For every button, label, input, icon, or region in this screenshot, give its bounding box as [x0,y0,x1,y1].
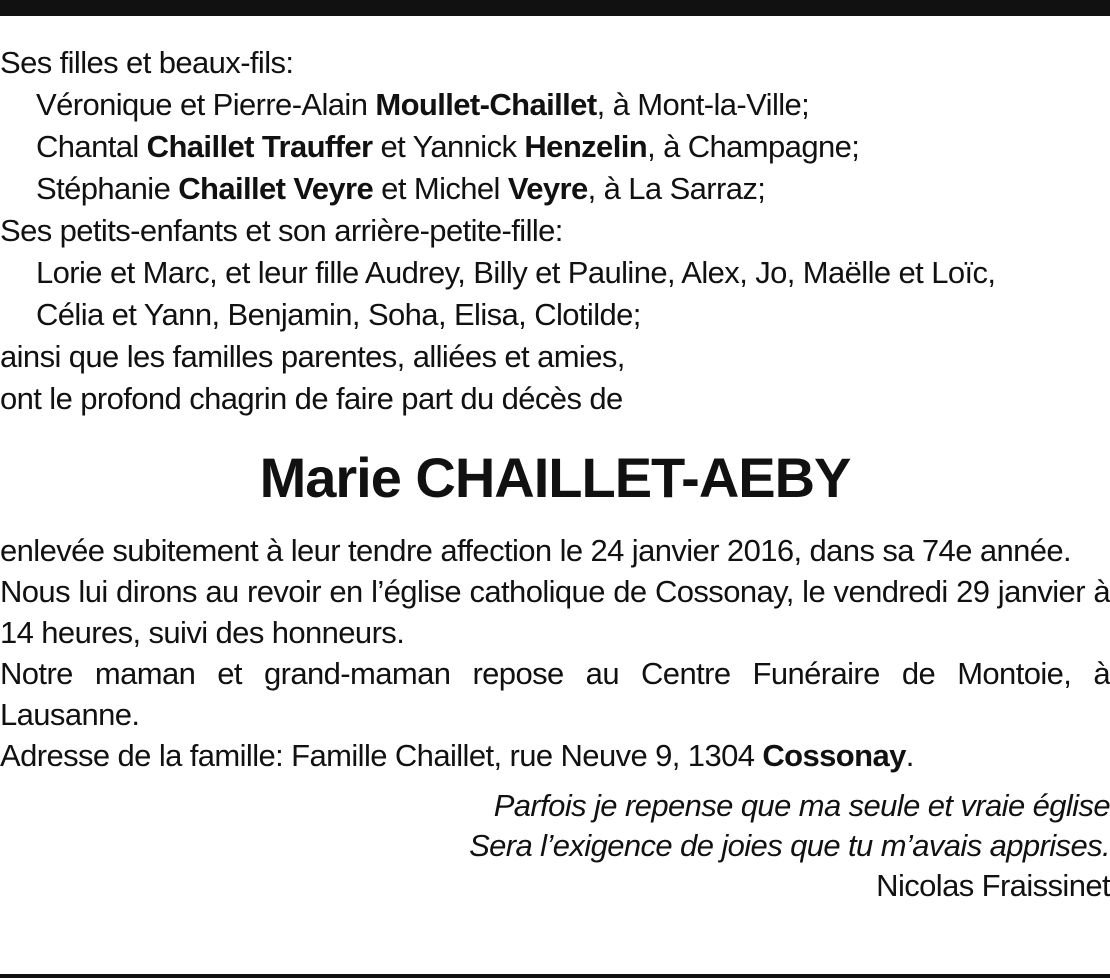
bottom-rule [0,974,1110,978]
verse-block [0,786,1110,906]
deceased-name: Marie CHAILLET-AEBY [259,446,851,509]
name-plain: Véronique et Pierre-Alain [36,87,376,122]
top-rule [0,0,1110,16]
surname-bold: Henzelin [524,129,648,164]
place-text: , à La Sarraz; [587,171,766,206]
address-paragraph [0,735,1110,776]
verse-author: Nicolas Fraissinet [876,868,1110,903]
announce-line: ont le profond chagrin de faire part du décès de [0,381,623,416]
name-plain: Stéphanie [36,171,179,206]
name-plain: et Yannick [372,129,525,164]
name-plain: et Michel [373,171,508,206]
address-end: . [905,738,914,773]
place-text: , à Champagne; [647,129,860,164]
place-text: , à Mont-la-Ville; [596,87,810,122]
surname-bold: Moullet-Chaillet [375,87,597,122]
ceremony-paragraph: Nous lui dirons au revoir en l’église catholique de Cossonay, le vendredi 29 janvier à 14 heures, suivi des honneurs. [0,574,1110,650]
passing-paragraph: enlevée subitement à leur tendre affection le 24 janvier 2016, dans sa 74e année. [0,533,1072,568]
surname-bold: Chaillet Veyre [178,171,374,206]
families-line: ainsi que les familles parentes, alliées et amies, [0,339,625,374]
daughters-heading: Ses filles et beaux-fils: [0,45,294,80]
address-text: Adresse de la famille: Famille Chaillet, rue Neuve 9, 1304 [0,738,763,773]
daughter-line [0,126,1110,168]
obituary-notice [0,42,1110,906]
grandchildren-line: Lorie et Marc, et leur fille Audrey, Billy et Pauline, Alex, Jo, Maëlle et Loïc, [36,255,996,290]
surname-bold: Veyre [507,171,588,206]
address-city: Cossonay [762,738,906,773]
grandchildren-line: Célia et Yann, Benjamin, Soha, Elisa, Clotilde; [36,297,641,332]
grandchildren-heading: Ses petits-enfants et son arrière-petite-fille: [0,213,563,248]
surname-bold: Chaillet Trauffer [146,129,373,164]
verse-line: Parfois je repense que ma seule et vraie église [493,788,1110,823]
name-plain: Chantal [36,129,147,164]
rest-paragraph: Notre maman et grand-maman repose au Centre Funéraire de Montoie, à Lausanne. [0,656,1110,732]
daughter-line [0,168,1110,210]
daughter-line [0,84,1110,126]
verse-line: Sera l’exigence de joies que tu m’avais apprises. [469,828,1110,863]
